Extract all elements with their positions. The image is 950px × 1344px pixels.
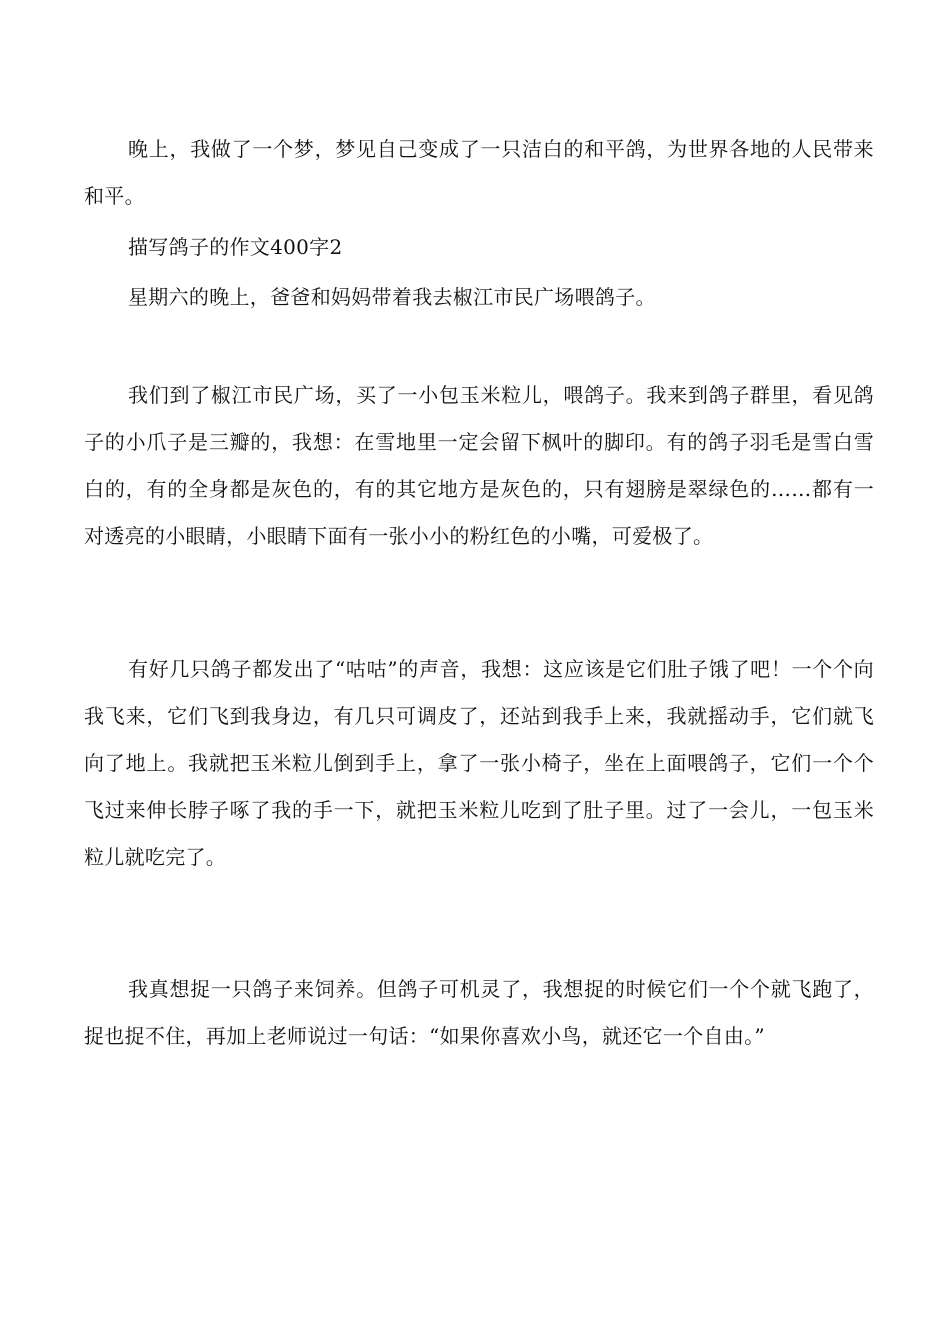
paragraph-pigeon-description: 我们到了椒江市民广场，买了一小包玉米粒儿，喂鸽子。我来到鸽子群里，看见鸽子的小爪子是三瓣的，我想：在雪地里一定会留下枫叶的脚印。有的鸽子羽毛是雪白雪白的，有的全身都是灰色的，有的其它地方是灰色的，只有翅膀是翠绿色的……都有一对透亮的小眼睛，小眼睛下面有一张小小的粉红色的小嘴，可爱极了。 — [84, 383, 874, 548]
paragraph-feeding: 有好几只鸽子都发出了“咕咕”的声音，我想：这应该是它们肚子饿了吧！一个个向我飞来，它们飞到我身边，有几只可调皮了，还站到我手上来，我就摇动手，它们就飞向了地上。我就把玉米粒儿倒到手上，拿了一张小椅子，坐在上面喂鸽子，它们一个个飞过来伸长脖子啄了我的手一下，就把玉米粒儿吃到了肚子里。过了一会儿，一包玉米粒儿就吃完了。 — [84, 657, 874, 869]
paragraph-saturday: 星期六的晚上，爸爸和妈妈带着我去椒江市民广场喂鸽子。 — [128, 285, 656, 309]
paragraph-freedom: 我真想捉一只鸽子来饲养。但鸽子可机灵了，我想捉的时候它们一个个就飞跑了，捉也捉不住，再加上老师说过一句话：“如果你喜欢小鸟，就还它一个自由。” — [84, 977, 874, 1048]
essay-heading: 描写鸽子的作文400字2 — [128, 235, 343, 259]
paragraph-dream: 晚上，我做了一个梦，梦见自己变成了一只洁白的和平鸽，为世界各地的人民带来和平。 — [84, 137, 874, 208]
